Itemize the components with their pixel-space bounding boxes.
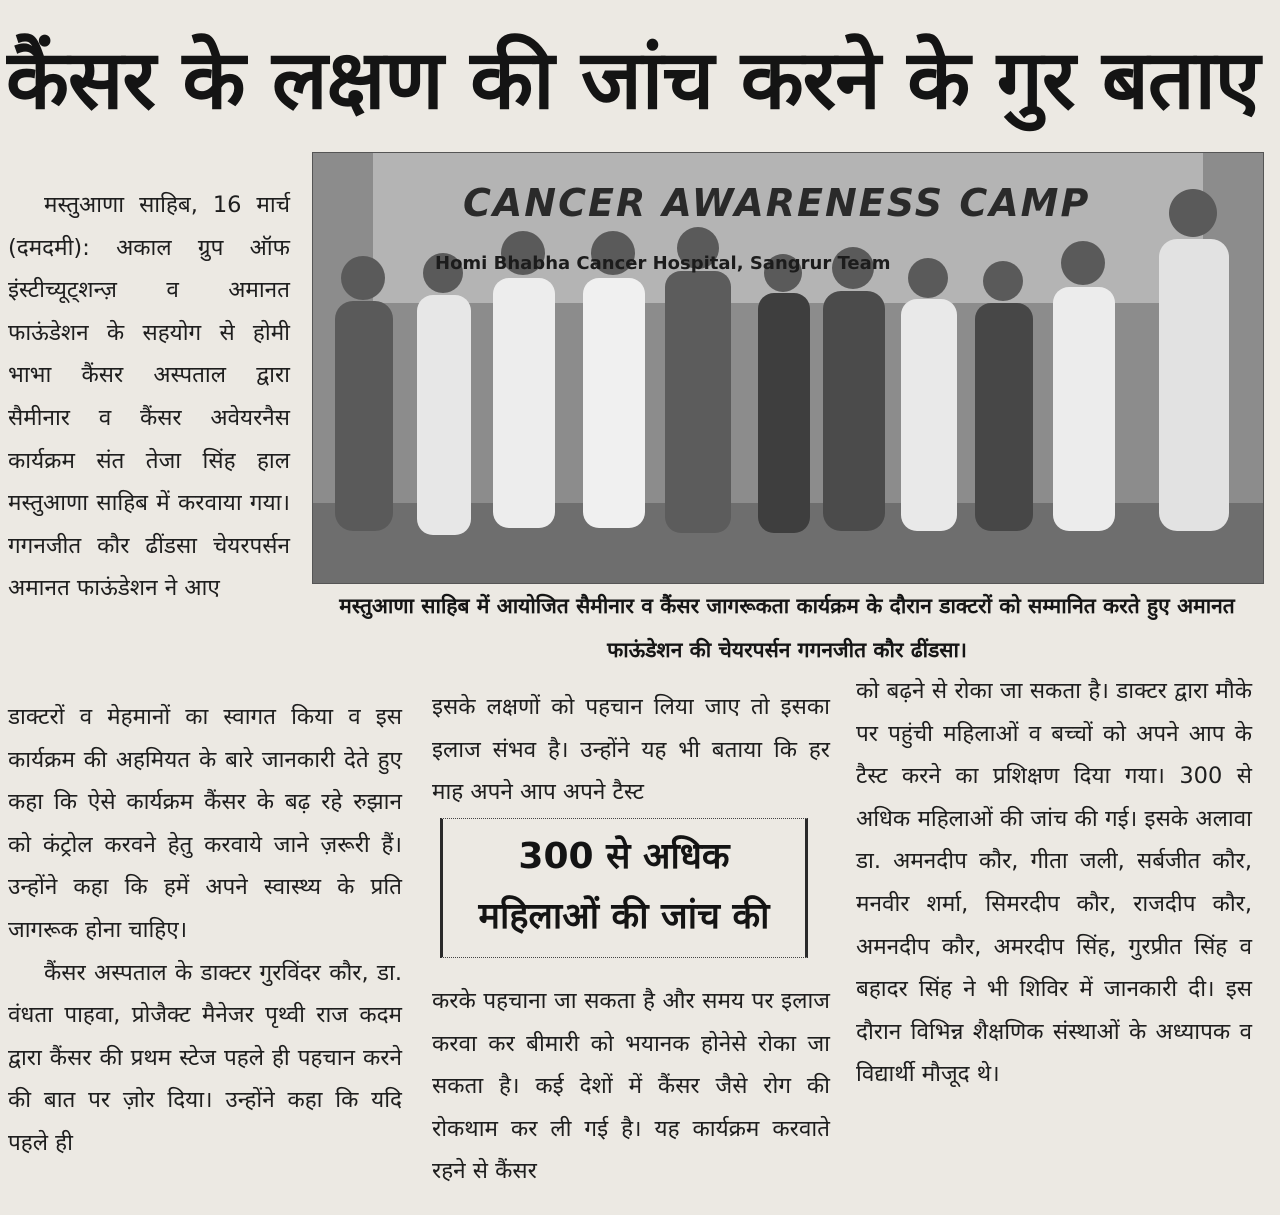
- article-text-middle-top: इसके लक्षणों को पहचान लिया जाए तो इसका इलाज संभव है। उन्होंने यह भी बताया कि हर माह अपने आप अपने टैस्ट: [432, 694, 830, 806]
- photo-banner-text: CANCER AWARENESS CAMP: [463, 181, 1091, 225]
- article-column-middle-bottom: [432, 980, 830, 1193]
- article-column-left-bottom: [8, 696, 402, 1165]
- article-text-right: को बढ़ने से रोका जा सकता है। डाक्टर द्वारा मौके पर पहुंची महिलाओं व बच्चों को अपने आप के टैस्ट करने का प्रशिक्षण दिया गया। 300 से अधिक महिलाओं की जांच की गई। इसके अलावा डा. अमनदीप कौर, गीता जली, सर्बजीत कौर, मनवीर शर्मा, सिमरदीप कौर, राजदीप कौर, अमनदीप कौर, अमरदीप सिंह, गुरप्रीत सिंह व बहादर सिंह ने भी शिविर में जानकारी दी। इस दौरान विभिन्न शैक्षणिक संस्थाओं के अध्यापक व विद्यार्थी मौजूद थे।: [856, 678, 1252, 1088]
- photo-caption: मस्तुआणा साहिब में आयोजित सैमीनार व कैंसर जागरूकता कार्यक्रम के दौरान डाक्टरों को सम्मानित करते हुए अमानत फाऊंडेशन की चेयरपर्सन गगनजीत कौर ढींडसा।: [339, 594, 1235, 662]
- pull-quote-line-2: महिलाओं की जांच की: [478, 896, 770, 937]
- article-column-left-top: [8, 184, 290, 610]
- article-column-middle-top: [432, 686, 830, 814]
- article-text-left-top: अकाल ग्रुप ऑफ इंस्टीच्यूट्शन्ज़ व अमानत फाऊंडेशन के सहयोग से होमी भाभा कैंसर अस्पताल द्वारा सैमीनार व कैंसर अवेयरनैस कार्यक्रम संत तेजा सिंह हाल मस्तुआणा साहिब में करवाया गया। गगनजीत कौर ढींडसा चेयरपर्सन अमानत फाऊंडेशन ने आए: [8, 234, 290, 602]
- pull-quote-box: [440, 818, 808, 958]
- headline: कैंसर के लक्षण की जांच करने के गुर बताए: [6, 33, 1260, 128]
- event-photo: [312, 152, 1264, 584]
- pull-quote-line-1: 300 से अधिक: [518, 836, 730, 877]
- dateline: मस्तुआणा साहिब, 16 मार्च (दमदमी):: [8, 192, 290, 261]
- article-column-right: [856, 670, 1252, 1096]
- article-text-left-bottom-p2: कैंसर अस्पताल के डाक्टर गुरविंदर कौर, डा. वंधता पाहवा, प्रोजैक्ट मैनेजर पृथ्वी राज कदम द्वारा कैंसर की प्रथम स्टेज पहले ही पहचान करने की बात पर ज़ोर दिया। उन्होंने कहा कि यदि पहले ही: [8, 959, 402, 1156]
- photo-sub-banner-text: Homi Bhabha Cancer Hospital, Sangrur Team: [435, 253, 891, 274]
- article-text-middle-bottom: करके पहचाना जा सकता है और समय पर इलाज करवा कर बीमारी को भयानक होनेसे रोका जा सकता है। कई देशों में कैंसर जैसे रोग की रोकथाम कर ली गई है। यह कार्यक्रम करवाते रहने से कैंसर: [432, 988, 830, 1185]
- article-text-left-bottom-p1: डाक्टरों व मेहमानों का स्वागत किया व इस कार्यक्रम की अहमियत के बारे जानकारी देते हुए कहा कि ऐसे कार्यक्रम कैंसर के बढ़ रहे रुझान को कंट्रोल करवने हेतु करवाये जाने ज़रूरी हैं। उन्होंने कहा कि हमें अपने स्वास्थ्य के प्रति जागरूक होना चाहिए।: [8, 704, 402, 943]
